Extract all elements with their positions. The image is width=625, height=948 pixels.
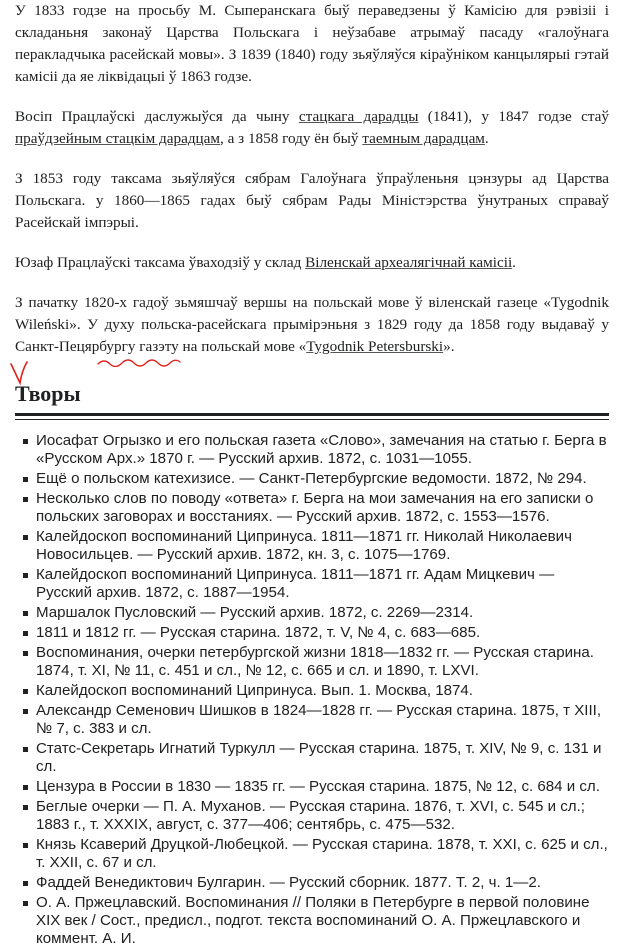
paragraph-text: , а з 1858 году ён быў (220, 130, 363, 147)
red-squiggle-underline-annotation (97, 359, 181, 367)
paragraph-text: У 1833 годзе на просьбу М. Сыперанскага быў пераведзены ў Камісію для рэвізіі і складаньня законаў Царства Польскага і неўзабаве атрымаў пасаду «галоўнага перакладчыка расейскай мовы». З 1839 (1840) году зьяўляўся кіраўніком канцылярыі гэтай камісіі да яе ліквідацыі ў 1863 годзе. (15, 2, 609, 85)
works-list-item: Воспоминания, очерки петербургской жизни 1818—1832 гг. — Русская старина. 1874, т. XI, № 11, с. 451 и сл., № 12, с. 665 и сл. и 1890, т. LXVI. (35, 644, 609, 680)
article-link[interactable]: праўдзейным стацкім дарадцам (15, 130, 221, 147)
paragraph-text: Юзаф Працлаўскі таксама ўваходзіў у склад (15, 254, 306, 271)
paragraph-text: З 1853 году таксама зьяўляўся сябрам Галоўнага ўпраўленьня цэнзуры ад Царства Польскага. у 1860—1865 гадах быў сябрам Рады Міністэрства ўнутраных справаў Расейскай імпэрыі. (15, 170, 609, 231)
paragraph-text: (1841), у 1847 годзе стаў (418, 108, 609, 125)
paragraph-2 (15, 106, 609, 150)
paragraph-text: . (512, 254, 516, 271)
article-link[interactable]: таемным дарадцам (362, 130, 485, 147)
works-list (15, 432, 609, 948)
works-list-item: Калейдоскоп воспоминаний Ципринуса. Вып. 1. Москва, 1874. (35, 682, 609, 700)
paragraph-4 (15, 252, 609, 274)
works-list-item: Иосафат Огрызко и его польская газета «Слово», замечания на статью г. Берга в «Русском Арх.» 1870 г. — Русский архив. 1872, с. 1031—1055. (35, 432, 609, 468)
works-list-item: Фаддей Венедиктович Булгарин. — Русский сборник. 1877. Т. 2, ч. 1—2. (35, 874, 609, 892)
paragraph-5 (15, 292, 609, 358)
paragraph-text: Восіп Працлаўскі даслужыўся да чыну (15, 108, 299, 125)
works-list-item: Князь Ксаверий Друцкой-Любецкой. — Русская старина. 1878, т. XXI, с. 625 и сл., т. XXII, с. 67 и сл. (36, 836, 608, 871)
paragraph-1 (15, 0, 609, 88)
works-list-item: Калейдоскоп воспоминаний Ципринуса. 1811—1871 гг. Николай Николаевич Новосильцев. — Русский архив. 1872, кн. 3, с. 1075—1769. (35, 528, 609, 564)
article-link[interactable]: Tygodnik Petersburski (306, 338, 444, 355)
biography-paragraphs (15, 0, 609, 358)
works-list-item: Беглые очерки — П. А. Муханов. — Русская старина. 1876, т. XVI, с. 545 и сл.; 1883 г., т. XXXIX, август, с. 377—406; сентябрь, с. 475—532. (35, 798, 609, 834)
article-link[interactable]: Віленскай археалягічнай камісіі (305, 254, 513, 271)
paragraph-3 (15, 168, 609, 234)
works-list-item: 1811 и 1812 гг. — Русская старина. 1872, т. V, № 4, с. 683—685. (35, 624, 609, 642)
works-list-item: Несколько слов по поводу «ответа» г. Берга на мои замечания на его записки о польских заговорах и восстаниях. — Русский архив. 1872, с. 1553—1576. (35, 490, 609, 526)
works-list-item: О. А. Пржецлавский. Воспоминания // Поляки в Петербурге в первой половине XIX век / Сост., предисл., подгот. текста воспоминаний О. А. Пржецлавского и коммент. А. И. (35, 894, 609, 948)
red-checkmark-annotation (9, 360, 29, 386)
paragraph-text: З пачатку 1820-х гадоў зьмяшчаў вершы на польскай мове ў віленскай газеце «Tygodnik Wileński». У духу польска-расейскага прымірэньня з 1829 году да 1858 году выдаваў у Санкт-Пецярбургу газэту на польскай мове « (15, 294, 609, 355)
works-list-item: Калейдоскоп воспоминаний Ципринуса. 1811—1871 гг. Адам Мицкевич — Русский архив. 1872, с. 1887—1954. (35, 566, 609, 602)
article-link[interactable]: стацкага дарадцы (298, 108, 419, 125)
paragraph-text: . (484, 130, 489, 147)
works-list-item: Цензура в России в 1830 — 1835 гг. — Русская старина. 1875, № 12, с. 684 и сл. (35, 778, 609, 796)
works-list-item: Статс-Секретарь Игнатий Туркулл — Русская старина. 1875, т. XIV, № 9, с. 131 и сл. (35, 740, 609, 776)
paragraph-text: ». (443, 338, 455, 355)
section-heading-works: Творы (15, 380, 609, 416)
works-list-item: Ещё о польском катехизисе. — Санкт-Петербургские ведомости. 1872, № 294. (35, 470, 609, 488)
works-list-item: Маршалок Пусловский — Русский архив. 1872, с. 2269—2314. (35, 604, 609, 622)
works-list-item: Александр Семенович Шишков в 1824—1828 гг. — Русская старина. 1875, т XIII, № 7, с. 383 и сл. (35, 702, 609, 738)
